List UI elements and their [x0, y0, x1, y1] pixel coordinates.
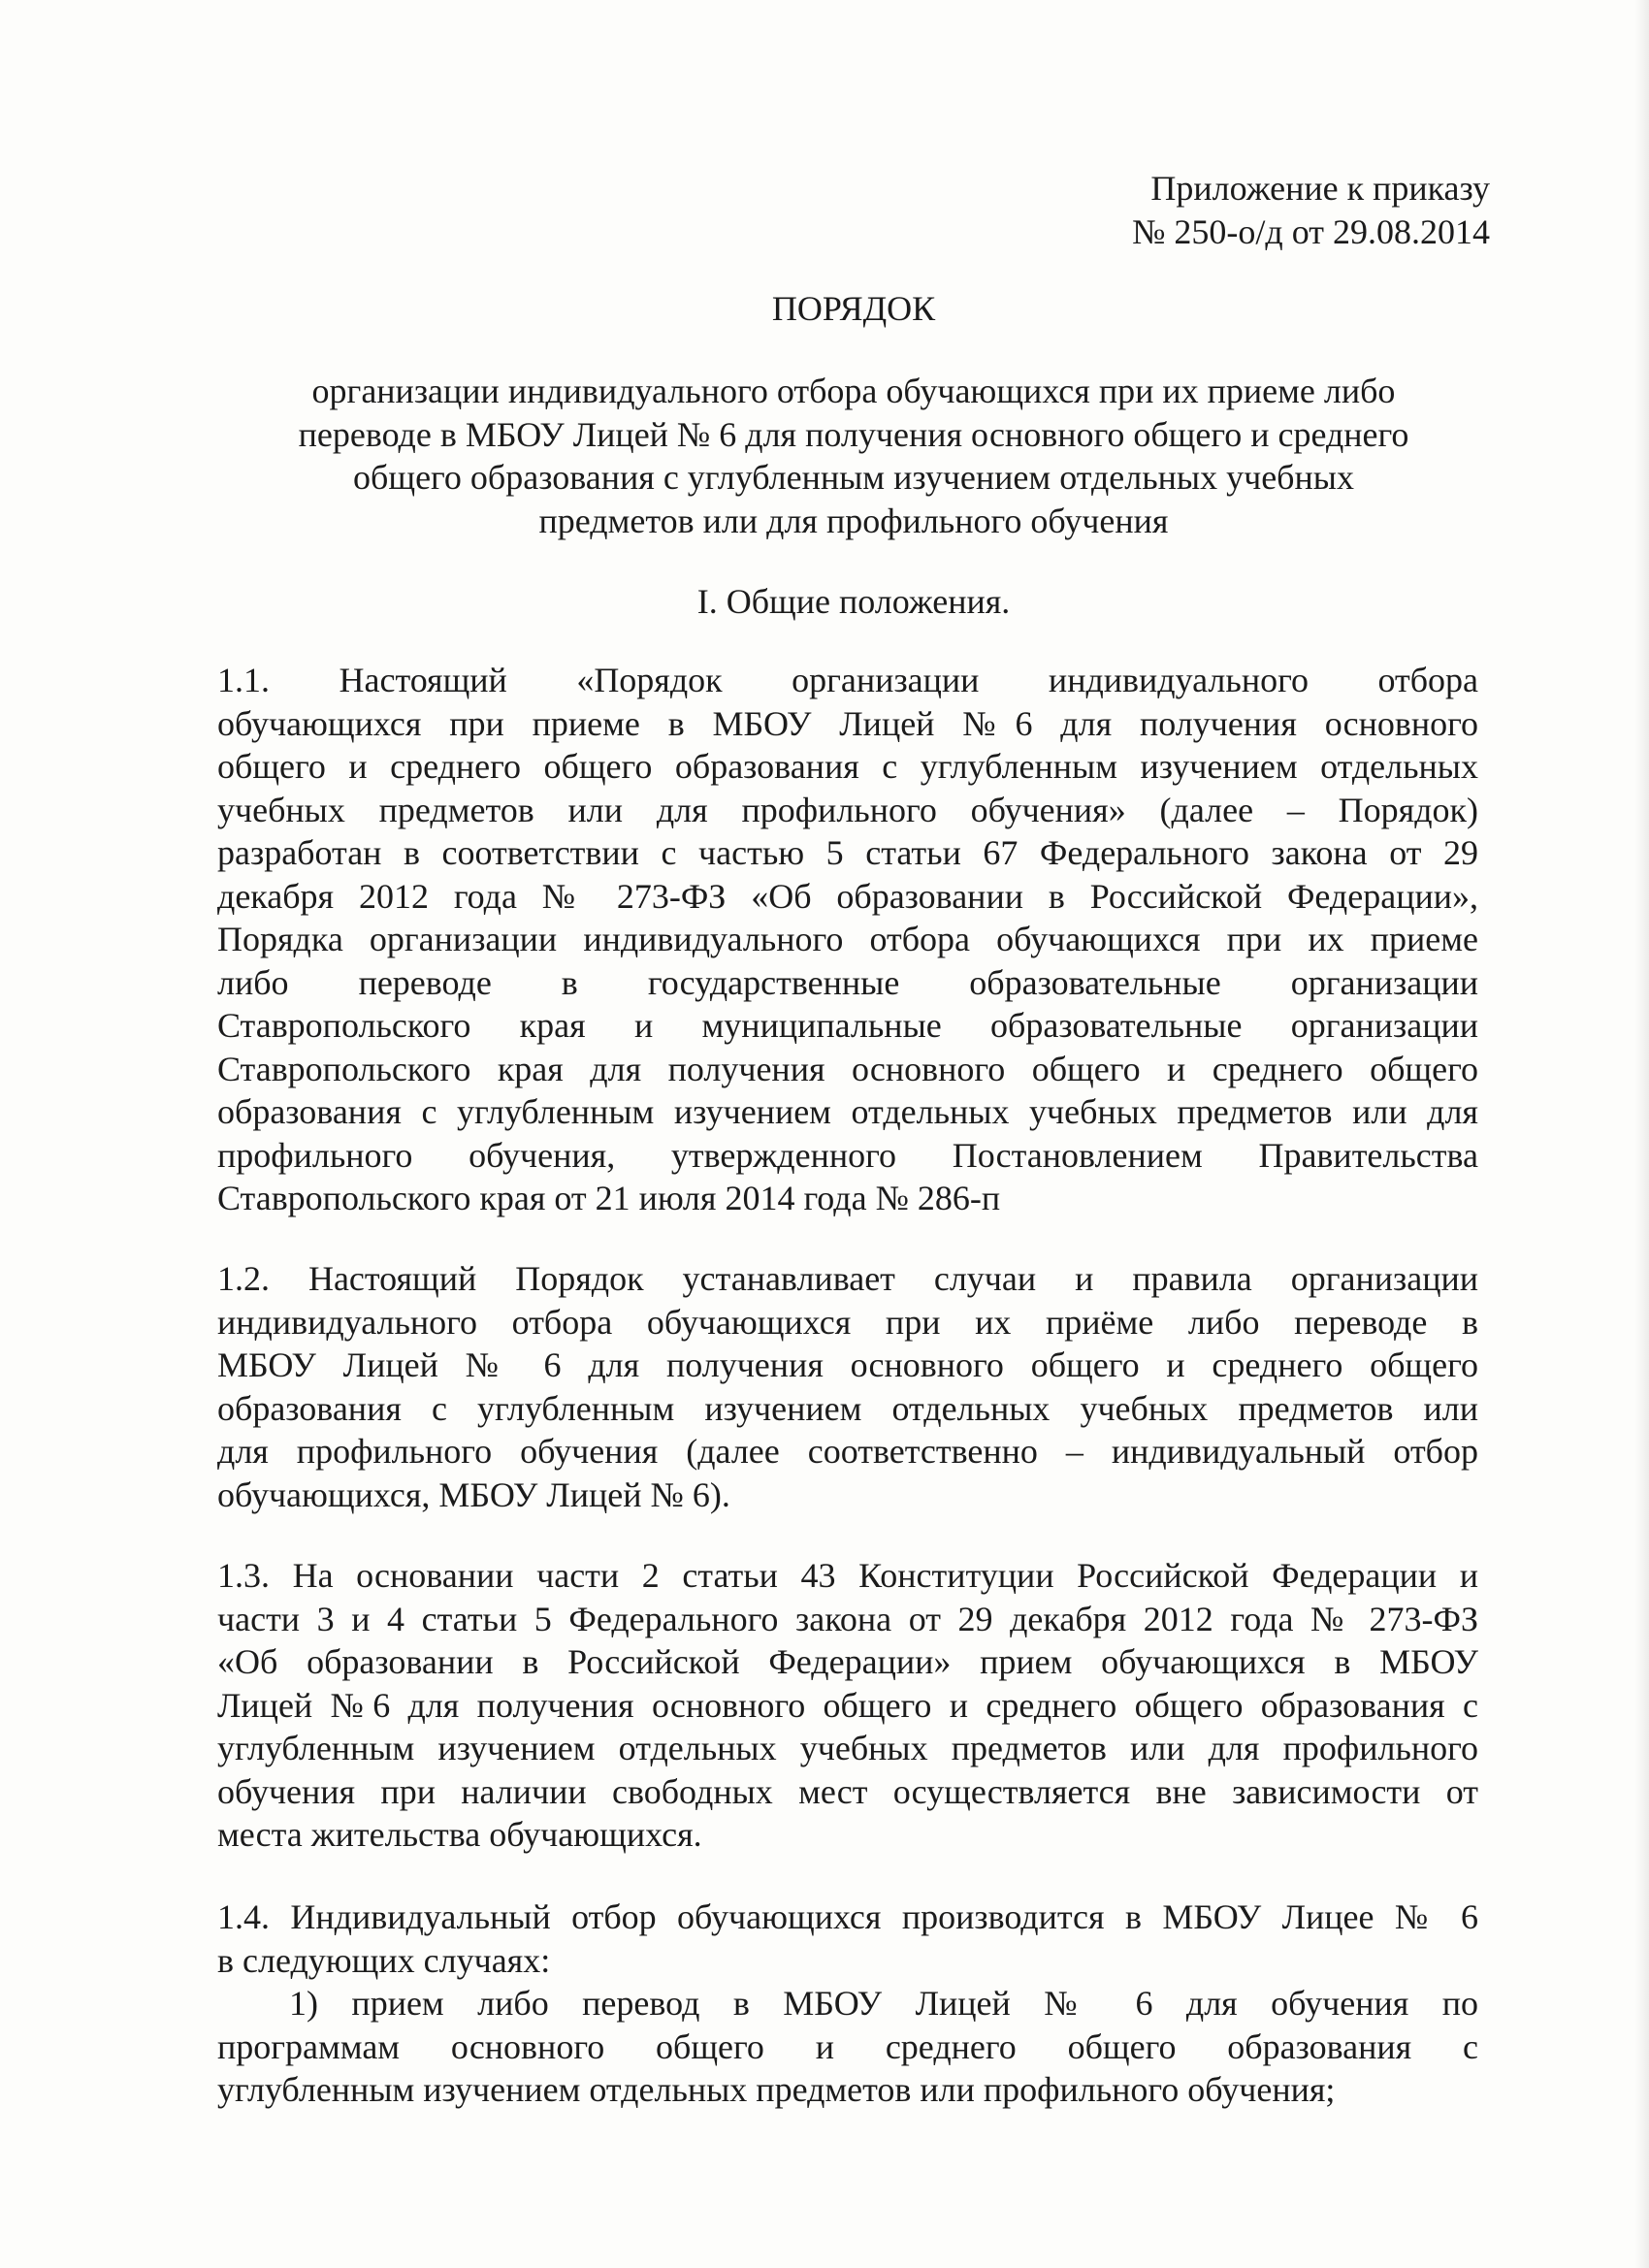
paragraph-line: профильного обучения, утвержденного Постановлением Правительства — [217, 1135, 1478, 1175]
section-heading: I. Общие положения. — [696, 582, 1011, 621]
paragraph-line: либо переводе в государственные образовательные организации — [217, 962, 1478, 1002]
paragraph-line: образования с углубленным изучением отдельных учебных предметов или — [217, 1388, 1478, 1428]
paragraph-line: индивидуального отбора обучающихся при их приёме либо переводе в — [217, 1302, 1478, 1342]
paragraph-line: углубленным изучением отдельных учебных предметов или для профильного — [217, 1729, 1478, 1767]
paragraph-line: разработан в соответствии с частью 5 статьи 67 Федерального закона от 29 — [217, 833, 1478, 872]
paragraph-line: программам основного общего и среднего общего образования с — [217, 2026, 1478, 2066]
subtitle-line: организации индивидуального отбора обучающихся при их приеме либо — [311, 372, 1396, 410]
paragraph-line: Лицей №6 для получения основного общего и среднего общего образования с — [217, 1685, 1478, 1725]
paragraph-line: образования с углубленным изучением отдельных учебных предметов или для — [217, 1092, 1478, 1131]
scan-edge-shadow — [1635, 0, 1649, 2268]
paragraph-1-2 — [217, 1257, 1478, 1516]
paragraph-line: места жительства обучающихся. — [217, 1815, 702, 1854]
document-subtitle — [217, 370, 1490, 542]
paragraph-line: декабря 2012 года № 273-ФЗ «Об образовании в Российской Федерации», — [217, 876, 1478, 916]
paragraph-line: Ставропольского края от 21 июля 2014 года № 286-п — [217, 1179, 1001, 1217]
paragraph-line: «Об образовании в Российской Федерации» прием обучающихся в МБОУ — [217, 1642, 1478, 1681]
paragraph-line: углубленным изучением отдельных предметов или профильного обучения; — [217, 2070, 1336, 2109]
paragraph-line: 1.2. Настоящий Порядок устанавливает случаи и правила организации — [217, 1259, 1478, 1298]
paragraph-line: обучающихся при приеме в МБОУ Лицей №6 для получения основного — [217, 703, 1478, 743]
paragraph-line: части 3 и 4 статьи 5 Федерального закона от 29 декабря 2012 года № 273-ФЗ — [217, 1599, 1478, 1638]
paragraph-line: Ставропольского края для получения основного общего и среднего общего — [217, 1049, 1478, 1088]
paragraph-line: 1.3. На основании части 2 статьи 43 Конституции Российской Федерации и — [217, 1556, 1478, 1595]
appendix-header-line: Приложение к приказу — [1150, 169, 1490, 208]
paragraph-line: обучающихся, МБОУ Лицей № 6). — [217, 1474, 730, 1514]
paragraph-line: Ставропольского края и муниципальные образовательные организации — [217, 1006, 1478, 1045]
paragraph-line: МБОУ Лицей № 6 для получения основного общего и среднего общего — [217, 1345, 1478, 1384]
paragraph-line: 1.1. Настоящий «Порядок организации индивидуального отбора — [217, 661, 1478, 699]
paragraph-1-1 — [217, 659, 1478, 1220]
appendix-header — [1132, 167, 1490, 253]
paragraph-1-3 — [217, 1554, 1478, 1857]
subtitle-line: общего образования с углубленным изучением отдельных учебных — [353, 458, 1354, 497]
paragraph-line: 1) прием либо перевод в МБОУ Лицей № 6 для обучения по — [289, 1984, 1478, 2023]
paragraph-line: учебных предметов или для профильного обучения» (далее – Порядок) — [217, 790, 1478, 829]
paragraph-line: в следующих случаях: — [217, 1940, 551, 1980]
document-title: ПОРЯДОК — [771, 289, 936, 328]
order-number-date: № 250-о/д от 29.08.2014 — [1132, 211, 1490, 251]
paragraph-line: общего и среднего общего образования с углубленным изучением отдельных — [217, 747, 1478, 786]
paragraph-line: Порядка организации индивидуального отбора обучающихся при их приеме — [217, 920, 1478, 958]
subtitle-line: предметов или для профильного обучения — [538, 501, 1169, 540]
paragraph-line: обучения при наличии свободных мест осуществляется вне зависимости от — [217, 1771, 1478, 1811]
paragraph-1-4 — [217, 1895, 1478, 2112]
paragraph-line: 1.4. Индивидуальный отбор обучающихся производится в МБОУ Лицее № 6 — [217, 1897, 1478, 1936]
paragraph-line: для профильного обучения (далее соответственно – индивидуальный отбор — [217, 1432, 1478, 1471]
subtitle-line: переводе в МБОУ Лицей № 6 для получения основного общего и среднего — [298, 414, 1409, 454]
